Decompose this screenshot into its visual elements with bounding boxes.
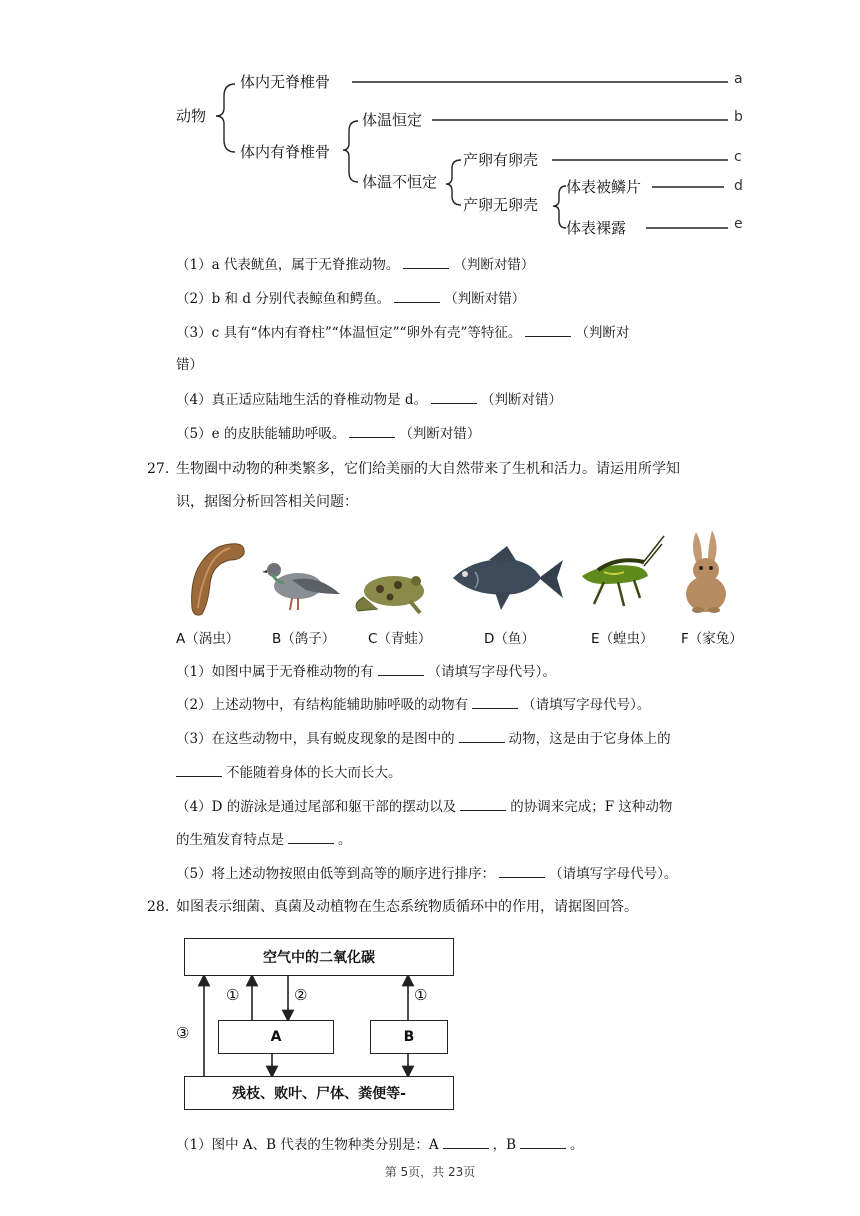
tree-node-shelled-egg: 产卵有卵壳 (463, 151, 539, 169)
tree-leaf-b: b (734, 109, 743, 125)
remains-box: 残枝、败叶、尸体、粪便等- (184, 1076, 454, 1110)
q28-number: 28. (147, 899, 170, 915)
cycle-label-1-right: ① (414, 986, 428, 1004)
q27-stem-line1: 生物圈中动物的种类繁多，它们给美丽的大自然带来了生机和活力。请运用所学知 (176, 461, 680, 477)
tree-leaf-c: c (734, 149, 742, 165)
animal-caption-d: D（鱼） (484, 631, 535, 647)
q28-stem: 如图表示细菌、真菌及动植物在生态系统物质循环中的作用，请据图回答。 (176, 899, 638, 915)
tree-node-warm: 体温恒定 (362, 111, 423, 129)
q28-item-1: （1）图中 A、B 代表的生物种类分别是：A ，B 。 (176, 1134, 584, 1155)
tree-node-scales: 体表被鳞片 (566, 178, 642, 196)
page-footer: 第 5页，共 23页 (384, 1165, 476, 1179)
animal-caption-a: A（涡虫） (176, 631, 240, 647)
q26-item-1: （1）a 代表鱿鱼，属于无脊推动物。 （判断对错） (176, 254, 534, 275)
co2-box: 空气中的二氧化碳 (184, 938, 454, 976)
q27-number: 27. (147, 461, 170, 477)
box-a: A (218, 1020, 334, 1054)
tree-node-shell-less-egg: 产卵无卵壳 (463, 196, 539, 214)
tree-node-cold: 体温不恒定 (362, 173, 438, 191)
q27-item-1: （1）如图中属于无脊椎动物的有 （请填写字母代号）。 (176, 661, 556, 682)
tree-leaf-d: d (734, 178, 743, 194)
q27-item-4-wrap: 的生殖发育特点是 。 (176, 829, 352, 850)
tree-node-vertebrate: 体内有脊椎骨 (240, 143, 331, 161)
tree-leaf-e: e (734, 216, 743, 232)
answer-blank[interactable] (443, 1134, 489, 1149)
animal-caption-e: E（蝗虫） (591, 631, 654, 647)
cycle-label-1-left: ① (226, 986, 240, 1004)
box-b: B (370, 1020, 448, 1054)
animal-caption-c: C（青蛙） (368, 631, 432, 647)
q26-item-3-wrap: 错） (176, 357, 203, 373)
q27-item-5: （5）将上述动物按照由低等到高等的顺序进行排序： （请填写字母代号）。 (176, 863, 677, 884)
animal-caption-b: B（鸽子） (272, 631, 336, 647)
answer-blank[interactable] (520, 1134, 566, 1149)
q27-item-3-wrap: 不能随着身体的长大而长大。 (176, 762, 402, 783)
q26-item-2: （2）b 和 d 分别代表鲸鱼和鳄鱼。 （判断对错） (176, 288, 525, 309)
tree-root: 动物 (176, 107, 207, 125)
animal-caption-f: F（家兔） (681, 631, 743, 647)
q26-item-3: （3）c 具有“体内有脊柱”“体温恒定”“卵外有壳”等特征。 （判断对 (176, 322, 629, 343)
cycle-label-2: ② (294, 986, 308, 1004)
q27-item-4: （4）D 的游泳是通过尾部和躯干部的摆动以及 的协调来完成；F 这种动物 (176, 796, 672, 817)
tree-node-invertebrate: 体内无脊椎骨 (240, 73, 331, 91)
q27-item-3: （3）在这些动物中，具有蜕皮现象的是图中的 动物，这是由于它身体上的 (176, 728, 671, 749)
tree-node-bare-skin: 体表裸露 (566, 219, 627, 237)
tree-leaf-a: a (734, 71, 743, 87)
q26-item-5: （5）e 的皮肤能辅助呼吸。 （判断对错） (176, 423, 480, 444)
q26-item-4: （4）真正适应陆地生活的脊椎动物是 d。 （判断对错） (176, 389, 562, 410)
q27-item-2: （2）上述动物中，有结构能辅助肺呼吸的动物有 （请填写字母代号）。 (176, 694, 650, 715)
cycle-label-3: ③ (176, 1024, 190, 1042)
q27-stem-line2: 识，据图分析回答相关问题： (176, 494, 358, 510)
